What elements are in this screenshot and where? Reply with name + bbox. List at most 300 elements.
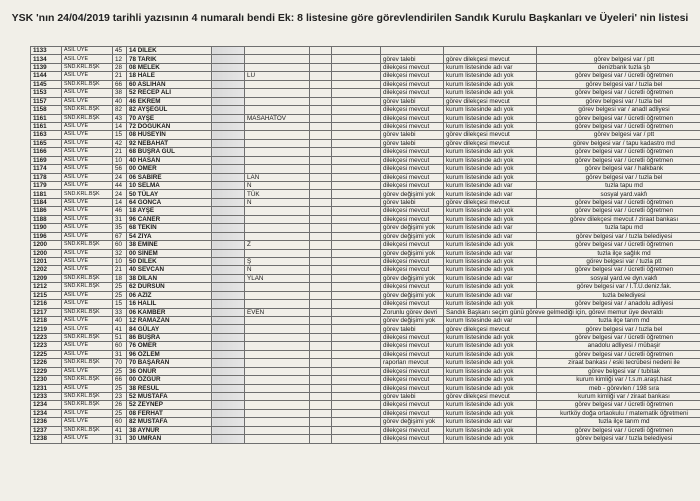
row-title: SND.KRL.BŞK (62, 283, 113, 291)
row-redacted (212, 97, 245, 105)
row-gap (310, 190, 332, 198)
row-number: 1186 (31, 207, 62, 215)
row-note: kurum kimliği var / ziraat bankası (537, 392, 700, 400)
row-redacted (212, 80, 245, 88)
row-status: dilekçesi mevcut (381, 63, 444, 71)
table-row (31, 63, 700, 71)
row-list-status: kurum listesinde adı var (444, 317, 537, 325)
row-surname: N (245, 182, 310, 190)
row-redacted (212, 241, 245, 249)
row-title: ASIL ÜYE (62, 122, 113, 130)
row-gap (310, 182, 332, 190)
row-redacted (212, 359, 245, 367)
row-title: ASIL ÜYE (62, 342, 113, 350)
row-list-status: kurum listesinde adı yok (444, 156, 537, 164)
document-title: YSK 'nın 24/04/2019 tarihli yazısının 4 numaralı bendi Ek: 8 listesine göre görevlendirilen Sandık Kurulu Başkanları ve Üyeleri' nin listesi (11, 12, 689, 24)
row-surname: LU (245, 72, 310, 80)
row-note: tuzla belediyesi (537, 291, 700, 299)
row-title: ASIL ÜYE (62, 182, 113, 190)
row-number: 1200 (31, 249, 62, 257)
row-gap (310, 300, 332, 308)
row-redacted (212, 350, 245, 358)
row-number: 1236 (31, 418, 62, 426)
row-note: görev belgesi var / ptt (537, 131, 700, 139)
table-row (31, 435, 700, 443)
row-title: SND.KRL.BŞK (62, 114, 113, 122)
row-gap (310, 333, 332, 341)
row-surname (245, 392, 310, 400)
row-surname: N (245, 198, 310, 206)
row-gap (310, 241, 332, 249)
table-row (31, 198, 700, 206)
row-list-status: kurum listesinde adı var (444, 274, 537, 282)
row-title: ASIL ÜYE (62, 72, 113, 80)
row-surname-2 (332, 165, 381, 173)
row-list-status: kurum listesinde adı yok (444, 215, 537, 223)
row-title: ASIL ÜYE (62, 232, 113, 240)
row-status: dilekçesi mevcut (381, 72, 444, 80)
row-code: 46 (113, 207, 127, 215)
row-surname (245, 63, 310, 71)
row-redacted (212, 198, 245, 206)
row-redacted (212, 325, 245, 333)
row-redacted (212, 224, 245, 232)
row-title: ASIL ÜYE (62, 367, 113, 375)
row-title: SND.KRL.BŞK (62, 401, 113, 409)
row-code: 12 (113, 55, 127, 63)
row-status: dilekçesi mevcut (381, 106, 444, 114)
row-note: görev belgesi var / tuzla belediyesi (537, 232, 700, 240)
row-status: dilekçesi mevcut (381, 300, 444, 308)
row-surname-2 (332, 367, 381, 375)
row-redacted (212, 173, 245, 181)
row-code: 25 (113, 367, 127, 375)
row-name: 50 TÜLAY (127, 190, 212, 198)
row-note: denizbank tuzla şb (537, 63, 700, 71)
row-surname (245, 215, 310, 223)
row-status: dilekçesi mevcut (381, 266, 444, 274)
row-gap (310, 131, 332, 139)
row-list-status: görev dilekçesi mevcut (444, 392, 537, 400)
row-name: 70 AYŞE (127, 114, 212, 122)
table-row (31, 97, 700, 105)
row-surname (245, 47, 310, 55)
row-status: dilekçesi mevcut (381, 342, 444, 350)
row-surname-2 (332, 384, 381, 392)
row-code: 28 (113, 63, 127, 71)
row-number: 1223 (31, 333, 62, 341)
row-number: 1223 (31, 342, 62, 350)
table-row (31, 165, 700, 173)
row-surname-2 (332, 409, 381, 417)
row-list-status: kurum listesinde adı yok (444, 283, 537, 291)
row-redacted (212, 165, 245, 173)
row-surname (245, 367, 310, 375)
row-number: 1163 (31, 131, 62, 139)
row-name: 36 ONUR (127, 367, 212, 375)
row-number: 1237 (31, 426, 62, 434)
row-surname-2 (332, 122, 381, 130)
row-name: 06 AZİZ (127, 291, 212, 299)
row-gap (310, 325, 332, 333)
row-list-status: kurum listesinde adı var (444, 249, 537, 257)
row-gap (310, 308, 332, 316)
table-row (31, 317, 700, 325)
row-name: 52 ZEYNEP (127, 401, 212, 409)
row-list-status: kurum listesinde adı yok (444, 89, 537, 97)
row-title: ASIL ÜYE (62, 224, 113, 232)
row-redacted (212, 300, 245, 308)
row-status: görev değişimi yok (381, 291, 444, 299)
row-code: 25 (113, 409, 127, 417)
row-code: 15 (113, 300, 127, 308)
row-redacted (212, 47, 245, 55)
row-list-status: kurum listesinde adı yok (444, 333, 537, 341)
row-gap (310, 232, 332, 240)
row-name: 64 GONCA (127, 198, 212, 206)
row-status: dilekçesi mevcut (381, 114, 444, 122)
row-title: SND.KRL.BŞK (62, 63, 113, 71)
row-surname (245, 342, 310, 350)
row-surname-2 (332, 182, 381, 190)
row-surname-2 (332, 359, 381, 367)
row-status: görev talebi (381, 325, 444, 333)
row-surname (245, 232, 310, 240)
row-number: 1174 (31, 165, 62, 173)
row-note (537, 47, 700, 55)
table-row (31, 55, 700, 63)
officials-table (30, 46, 700, 444)
row-redacted (212, 384, 245, 392)
row-gap (310, 350, 332, 358)
row-gap (310, 409, 332, 417)
table-row (31, 409, 700, 417)
row-surname (245, 325, 310, 333)
row-gap (310, 291, 332, 299)
row-code: 40 (113, 97, 127, 105)
row-gap (310, 401, 332, 409)
row-number: 1134 (31, 55, 62, 63)
row-name: 38 DİLAN (127, 274, 212, 282)
row-surname (245, 291, 310, 299)
row-gap (310, 317, 332, 325)
row-name: 00 ÖZGÜR (127, 376, 212, 384)
row-status: görev talebi (381, 198, 444, 206)
row-number: 1179 (31, 182, 62, 190)
table-row (31, 342, 700, 350)
row-code: 51 (113, 333, 127, 341)
row-redacted (212, 148, 245, 156)
row-surname-2 (332, 308, 381, 316)
row-status: dilekçesi mevcut (381, 376, 444, 384)
row-surname-2 (332, 232, 381, 240)
row-status: görev değişimi yok (381, 232, 444, 240)
row-status: dilekçesi mevcut (381, 182, 444, 190)
row-surname: TÜK (245, 190, 310, 198)
row-redacted (212, 207, 245, 215)
row-code: 42 (113, 139, 127, 147)
row-name: 40 HASAN (127, 156, 212, 164)
row-note: görev belgesi var / ücretli öğretmen (537, 426, 700, 434)
row-surname (245, 333, 310, 341)
row-redacted (212, 63, 245, 71)
row-redacted (212, 257, 245, 265)
row-code: 45 (113, 47, 127, 55)
row-surname-2 (332, 392, 381, 400)
row-surname-2 (332, 131, 381, 139)
row-surname-2 (332, 418, 381, 426)
row-surname-2 (332, 376, 381, 384)
row-note: sosyal yard.ve dyn.vakfı (537, 274, 700, 282)
row-code: 66 (113, 80, 127, 88)
row-name: 86 BÜŞRA (127, 333, 212, 341)
row-status: görev değişimi yok (381, 274, 444, 282)
row-name: 96 CANER (127, 215, 212, 223)
row-number: 1190 (31, 224, 62, 232)
row-note: görev belgesi var / ücretli öğretmen (537, 148, 700, 156)
row-status: raporları mevcut (381, 359, 444, 367)
row-gap (310, 283, 332, 291)
row-code: 33 (113, 308, 127, 316)
row-title: SND.KRL.BŞK (62, 333, 113, 341)
row-status: dilekçesi mevcut (381, 426, 444, 434)
row-code: 60 (113, 418, 127, 426)
row-note: görev belgesi var / tubitak (537, 367, 700, 375)
row-redacted (212, 131, 245, 139)
row-note: görev belgesi var / ücretli öğretmen (537, 156, 700, 164)
row-redacted (212, 156, 245, 164)
row-list-status: kurum listesinde adı yok (444, 207, 537, 215)
row-note: görev belgesi var / ücretli öğretmen (537, 89, 700, 97)
row-surname (245, 165, 310, 173)
row-list-status: kurum listesinde adı yok (444, 148, 537, 156)
row-redacted (212, 317, 245, 325)
row-status: dilekçesi mevcut (381, 148, 444, 156)
row-redacted (212, 274, 245, 282)
table-row (31, 257, 700, 265)
row-status: dilekçesi mevcut (381, 257, 444, 265)
row-note: görev belgesi var / halkbank (537, 165, 700, 173)
row-name: 14 DİLEK (127, 47, 212, 55)
row-surname: YLAN (245, 274, 310, 282)
row-code: 25 (113, 384, 127, 392)
row-note: görev belgesi var / ücretli öğretmen (537, 207, 700, 215)
row-list-status: kurum listesinde adı yok (444, 173, 537, 181)
row-title: ASIL ÜYE (62, 47, 113, 55)
row-gap (310, 114, 332, 122)
row-number: 1157 (31, 97, 62, 105)
row-list-status: kurum listesinde adı yok (444, 266, 537, 274)
row-note: kurum kimliği var / t.s.m.araşt.hast (537, 376, 700, 384)
row-status: dilekçesi mevcut (381, 89, 444, 97)
row-status: görev değişimi yok (381, 418, 444, 426)
row-surname: Z (245, 241, 310, 249)
row-number: 1161 (31, 122, 62, 130)
row-status: dilekçesi mevcut (381, 401, 444, 409)
row-note: ziraat bankası / eski tecrübesi nedeni ile (537, 359, 700, 367)
row-list-status: kurum listesinde adı yok (444, 359, 537, 367)
row-list-status: kurum listesinde adı var (444, 291, 537, 299)
row-gap (310, 173, 332, 181)
row-number: 1201 (31, 257, 62, 265)
row-surname (245, 401, 310, 409)
row-redacted (212, 401, 245, 409)
row-gap (310, 80, 332, 88)
row-surname: LAN (245, 173, 310, 181)
table-row (31, 283, 700, 291)
row-title: ASIL ÜYE (62, 291, 113, 299)
row-surname-2 (332, 249, 381, 257)
table-row (31, 190, 700, 198)
row-code: 14 (113, 198, 127, 206)
table-row (31, 89, 700, 97)
row-surname-2 (332, 257, 381, 265)
row-name: 12 RAMAZAN (127, 317, 212, 325)
row-code: 41 (113, 325, 127, 333)
row-name: 62 DURSUN (127, 283, 212, 291)
row-status: dilekçesi mevcut (381, 215, 444, 223)
row-number: 1231 (31, 384, 62, 392)
row-surname (245, 350, 310, 358)
row-surname-2 (332, 55, 381, 63)
row-redacted (212, 283, 245, 291)
row-surname-2 (332, 300, 381, 308)
row-name: 72 DOĞUKAN (127, 122, 212, 130)
row-surname-2 (332, 80, 381, 88)
row-number: 1184 (31, 198, 62, 206)
row-surname-2 (332, 72, 381, 80)
row-list-status: kurum listesinde adı yok (444, 367, 537, 375)
row-note: sosyal yard.vakfı (537, 190, 700, 198)
row-gap (310, 426, 332, 434)
row-surname (245, 80, 310, 88)
row-code: 44 (113, 182, 127, 190)
row-list-status: kurum listesinde adı yok (444, 72, 537, 80)
row-surname (245, 384, 310, 392)
table-row (31, 106, 700, 114)
table-row (31, 215, 700, 223)
table-row (31, 376, 700, 384)
row-number: 1200 (31, 241, 62, 249)
row-number: 1215 (31, 291, 62, 299)
row-surname-2 (332, 435, 381, 443)
row-surname-2 (332, 89, 381, 97)
row-gap (310, 376, 332, 384)
row-status: dilekçesi mevcut (381, 384, 444, 392)
row-name: 10 SELMA (127, 182, 212, 190)
row-gap (310, 122, 332, 130)
row-name: 00 SİNEM (127, 249, 212, 257)
row-gap (310, 148, 332, 156)
row-list-status: kurum listesinde adı yok (444, 426, 537, 434)
row-code: 60 (113, 241, 127, 249)
row-code: 24 (113, 190, 127, 198)
row-name: 68 TEKİN (127, 224, 212, 232)
row-gap (310, 215, 332, 223)
row-surname (245, 106, 310, 114)
row-list-status: kurum listesinde adı yok (444, 165, 537, 173)
row-note: kurtköy doğa ortaokulu / matematik öğretmeni (537, 409, 700, 417)
row-number: 1158 (31, 106, 62, 114)
row-redacted (212, 376, 245, 384)
row-surname-2 (332, 317, 381, 325)
row-surname (245, 97, 310, 105)
row-list-status: Sandık Başkanı seçim günü göreve gelmediği için, görevi memur üye devraldı (444, 308, 700, 316)
row-code: 82 (113, 106, 127, 114)
row-note: görev belgesi var / ücretli öğretmen (537, 266, 700, 274)
row-title: ASIL ÜYE (62, 266, 113, 274)
row-title: ASIL ÜYE (62, 300, 113, 308)
row-number: 1219 (31, 325, 62, 333)
row-code: 10 (113, 156, 127, 164)
row-surname (245, 300, 310, 308)
row-surname-2 (332, 114, 381, 122)
row-title: ASIL ÜYE (62, 198, 113, 206)
row-code: 24 (113, 173, 127, 181)
row-note: görev dilekçesi mevcut / ziraat bankası (537, 215, 700, 223)
table-row (31, 232, 700, 240)
row-note: görev belgesi var / tapu kadastro md (537, 139, 700, 147)
row-note: görev belgesi var / ücretli öğretmen (537, 401, 700, 409)
row-gap (310, 257, 332, 265)
row-number: 1144 (31, 72, 62, 80)
row-status: dilekçesi mevcut (381, 207, 444, 215)
row-code: 21 (113, 266, 127, 274)
row-note: görev belgesi var / tuzla belediyesi (537, 435, 700, 443)
row-status: dilekçesi mevcut (381, 173, 444, 181)
table-row (31, 114, 700, 122)
row-list-status: kurum listesinde adı yok (444, 257, 537, 265)
row-code: 10 (113, 257, 127, 265)
row-number: 1218 (31, 317, 62, 325)
row-name: 18 AYŞE (127, 207, 212, 215)
row-gap (310, 89, 332, 97)
row-number: 1169 (31, 156, 62, 164)
row-list-status: kurum listesinde adı yok (444, 114, 537, 122)
row-name: 82 MUSTAFA (127, 418, 212, 426)
row-redacted (212, 367, 245, 375)
row-note: görev belgesi var / tuzla bel (537, 80, 700, 88)
row-name: 40 SEVCAN (127, 266, 212, 274)
row-surname (245, 426, 310, 434)
row-status: görev talebi (381, 392, 444, 400)
row-surname (245, 224, 310, 232)
row-note: tuzla tapu md (537, 224, 700, 232)
row-gap (310, 106, 332, 114)
row-title: SND.KRL.BŞK (62, 426, 113, 434)
row-redacted (212, 55, 245, 63)
row-redacted (212, 418, 245, 426)
table-row (31, 266, 700, 274)
row-code: 40 (113, 317, 127, 325)
row-name: 38 EMİNE (127, 241, 212, 249)
row-gap (310, 207, 332, 215)
row-list-status: kurum listesinde adı var (444, 182, 537, 190)
row-title: ASIL ÜYE (62, 257, 113, 265)
row-status: görev talebi (381, 131, 444, 139)
row-number: 1178 (31, 173, 62, 181)
row-code: 38 (113, 89, 127, 97)
row-code: 32 (113, 249, 127, 257)
row-gap (310, 418, 332, 426)
row-surname-2 (332, 266, 381, 274)
row-title: SND.KRL.BŞK (62, 106, 113, 114)
row-name: 82 AYŞEGÜL (127, 106, 212, 114)
row-list-status: kurum listesinde adı var (444, 224, 537, 232)
row-status: dilekçesi mevcut (381, 283, 444, 291)
row-title: ASIL ÜYE (62, 384, 113, 392)
row-code: 66 (113, 376, 127, 384)
